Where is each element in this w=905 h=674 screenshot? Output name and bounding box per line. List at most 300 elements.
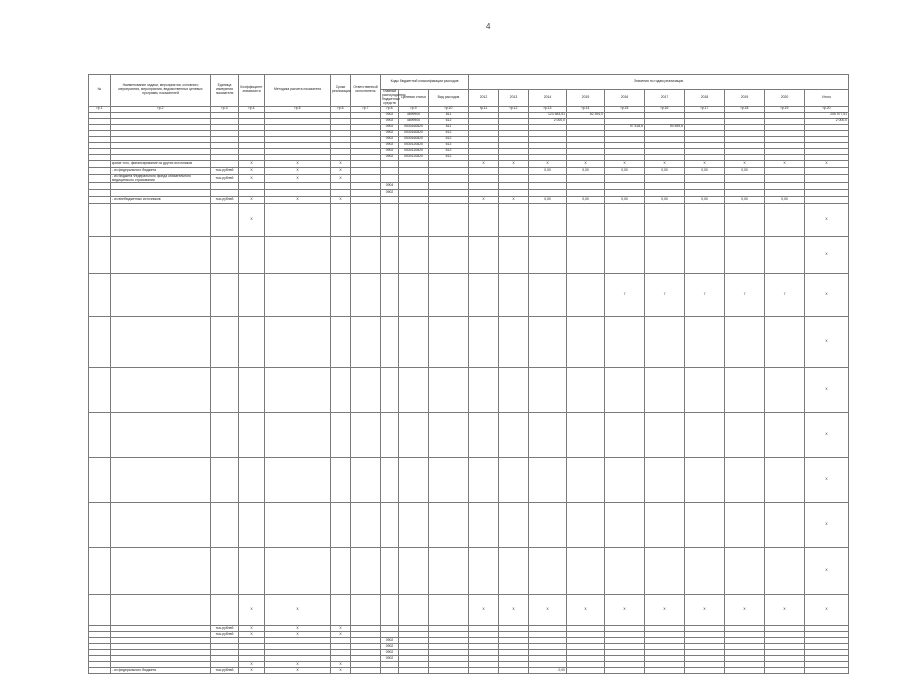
year-value-cell xyxy=(725,548,765,595)
empty-cell xyxy=(331,503,351,548)
coefficient-cell: Х xyxy=(239,626,265,632)
method-cell xyxy=(265,274,331,317)
year-value-cell xyxy=(469,190,499,197)
empty-cell xyxy=(351,274,381,317)
term-cell: Х xyxy=(331,167,351,174)
row-number-cell xyxy=(89,204,111,237)
expense-type-cell xyxy=(429,190,469,197)
year-value-cell: 123 583,51 xyxy=(529,112,567,118)
empty-cell xyxy=(331,274,351,317)
year-value-cell xyxy=(805,167,849,174)
year-value-cell: Х xyxy=(469,160,499,167)
column-number-cell: гр.20 xyxy=(805,106,849,112)
expense-type-cell: 612 xyxy=(429,142,469,148)
column-number-cell: гр.2 xyxy=(111,106,211,112)
grbs-cell: 0902 xyxy=(381,148,399,154)
program-table xyxy=(88,74,849,674)
year-header: 2014 xyxy=(529,90,567,107)
year-value-cell: Х xyxy=(805,368,849,413)
header-cell: Главный распорядитель бюджетных средств xyxy=(382,89,406,105)
empty-cell xyxy=(331,204,351,237)
year-value-cell xyxy=(765,190,805,197)
empty-cell xyxy=(331,368,351,413)
grbs-cell xyxy=(381,174,399,183)
row-number-cell xyxy=(89,167,111,174)
method-cell xyxy=(265,368,331,413)
grbs-cell: 0902 xyxy=(381,130,399,136)
column-number-cell: гр.14 xyxy=(567,106,605,112)
expense-type-cell xyxy=(429,197,469,204)
year-value-cell xyxy=(685,503,725,548)
empty-cell xyxy=(429,204,469,237)
year-value-cell: Х xyxy=(469,197,499,204)
coefficient-cell: Х xyxy=(239,204,265,237)
expense-type-cell xyxy=(429,167,469,174)
term-cell: Х xyxy=(331,174,351,183)
row-number-cell xyxy=(89,317,111,368)
empty-cell xyxy=(399,413,429,458)
indicator-name-cell xyxy=(111,503,211,548)
year-value-cell: 0,00 xyxy=(725,197,765,204)
target-article-cell: 0530160820 xyxy=(399,124,429,130)
header-cell: Вид расходов xyxy=(429,90,469,107)
column-number-cell: гр.11 xyxy=(469,106,499,112)
column-number-cell: гр.10 xyxy=(429,106,469,112)
coefficient-cell xyxy=(239,183,265,190)
years-group-header: Значения по годам реализации xyxy=(469,75,849,90)
year-header: 2016 xyxy=(605,90,645,107)
coefficient-cell xyxy=(239,503,265,548)
row-number-cell xyxy=(89,458,111,503)
unit-cell xyxy=(211,368,239,413)
year-value-cell xyxy=(725,317,765,368)
row-number-cell xyxy=(89,183,111,190)
indicator-name-cell xyxy=(111,548,211,595)
column-number-cell: гр.6 xyxy=(331,106,351,112)
year-value-cell xyxy=(725,368,765,413)
indicator-row xyxy=(89,458,849,503)
grbs-cell: 0902 xyxy=(381,136,399,142)
year-value-cell xyxy=(469,548,499,595)
empty-cell xyxy=(399,548,429,595)
method-cell xyxy=(265,317,331,368)
responsible-cell xyxy=(351,183,381,190)
year-value-cell xyxy=(567,368,605,413)
year-value-cell: Х xyxy=(805,274,849,317)
year-value-cell xyxy=(499,503,529,548)
method-cell: Х xyxy=(265,626,331,632)
empty-cell xyxy=(331,458,351,503)
year-value-cell: 0,00 xyxy=(725,167,765,174)
unit-cell xyxy=(211,274,239,317)
year-value-cell xyxy=(605,237,645,274)
grbs-cell xyxy=(381,668,399,674)
indicator-row xyxy=(89,204,849,237)
column-number-cell: гр.17 xyxy=(685,106,725,112)
empty-cell xyxy=(331,237,351,274)
year-value-cell: 0,00 xyxy=(645,167,685,174)
year-value-cell xyxy=(685,548,725,595)
column-number-cell: гр.5 xyxy=(265,106,331,112)
empty-cell xyxy=(351,668,381,674)
funding-source-row xyxy=(89,174,849,183)
target-article-cell xyxy=(399,183,429,190)
year-value-cell xyxy=(765,368,805,413)
year-value-cell xyxy=(765,668,805,674)
funding-source-row xyxy=(89,190,849,197)
method-cell: Х xyxy=(265,160,331,167)
expense-type-cell: 612 xyxy=(429,154,469,160)
unit-cell xyxy=(211,458,239,503)
empty-cell xyxy=(351,458,381,503)
indicator-name-cell xyxy=(111,368,211,413)
year-value-cell xyxy=(499,668,529,674)
column-number-cell: гр.4 xyxy=(239,106,265,112)
funding-source-row xyxy=(89,160,849,167)
year-value-cell xyxy=(805,183,849,190)
empty-cell xyxy=(429,317,469,368)
year-value-cell xyxy=(469,274,499,317)
year-value-cell xyxy=(529,190,567,197)
target-article-cell xyxy=(399,167,429,174)
year-value-cell xyxy=(645,237,685,274)
year-value-cell xyxy=(469,458,499,503)
empty-cell xyxy=(351,548,381,595)
target-article-cell xyxy=(399,668,429,674)
unit-cell: тыс.рублей xyxy=(211,626,239,632)
grbs-cell: 0902 xyxy=(381,190,399,197)
year-value-cell: Х xyxy=(499,197,529,204)
year-value-cell xyxy=(685,317,725,368)
row-number-cell xyxy=(89,274,111,317)
year-value-cell xyxy=(725,190,765,197)
empty-cell xyxy=(351,204,381,237)
term-cell xyxy=(331,183,351,190)
year-value-cell xyxy=(469,317,499,368)
year-value-cell xyxy=(529,237,567,274)
grbs-cell: 0902 xyxy=(381,650,399,656)
coefficient-cell: Х xyxy=(239,197,265,204)
year-value-cell: 90 559,6 xyxy=(645,124,685,130)
unit-cell xyxy=(211,160,239,167)
year-value-cell xyxy=(567,174,605,183)
year-value-cell xyxy=(685,237,725,274)
header-cell: Методика расчета показателя xyxy=(265,75,331,107)
empty-cell xyxy=(381,548,399,595)
target-article-cell xyxy=(399,595,429,626)
year-value-cell xyxy=(805,668,849,674)
year-header: 2018 xyxy=(685,90,725,107)
column-number-cell: гр.15 xyxy=(605,106,645,112)
column-number-cell: гр.1 xyxy=(89,106,111,112)
year-value-cell xyxy=(605,190,645,197)
year-value-cell xyxy=(529,174,567,183)
responsible-cell xyxy=(351,190,381,197)
coefficient-cell: Х xyxy=(239,662,265,668)
year-value-cell xyxy=(529,458,567,503)
year-value-cell xyxy=(805,174,849,183)
year-header: 2020 xyxy=(765,90,805,107)
page-number: 4 xyxy=(486,22,491,31)
empty-cell xyxy=(351,413,381,458)
method-cell xyxy=(265,183,331,190)
indicator-name-cell xyxy=(111,458,211,503)
year-value-cell xyxy=(685,204,725,237)
method-cell xyxy=(265,190,331,197)
year-value-cell xyxy=(685,190,725,197)
row-number-cell xyxy=(89,413,111,458)
column-number-cell: гр.7 xyxy=(351,106,381,112)
year-value-cell: Х xyxy=(765,160,805,167)
coefficient-cell: Х xyxy=(239,174,265,183)
row-name-cell: - из федерального бюджета xyxy=(111,167,211,174)
column-number-cell: гр.3 xyxy=(211,106,239,112)
row-name-cell xyxy=(111,183,211,190)
year-value-cell xyxy=(605,174,645,183)
unit-cell xyxy=(211,548,239,595)
year-value-cell: 0,00 xyxy=(529,197,567,204)
empty-cell xyxy=(381,368,399,413)
year-value-cell xyxy=(725,183,765,190)
coefficient-cell xyxy=(239,237,265,274)
target-article-cell: 4699900 xyxy=(399,112,429,118)
responsible-cell xyxy=(351,160,381,167)
empty-cell xyxy=(429,237,469,274)
year-value-cell: 0,00 xyxy=(567,167,605,174)
event-funding-row xyxy=(89,668,849,674)
year-value-cell xyxy=(605,548,645,595)
row-name-cell: - из бюджета Федерального фонда обязательного медицинского страхования xyxy=(111,174,211,183)
coefficient-cell xyxy=(239,413,265,458)
event-name-cell xyxy=(111,595,211,626)
coefficient-cell: Х xyxy=(239,632,265,638)
empty-cell xyxy=(399,503,429,548)
year-value-cell: Х xyxy=(529,595,567,626)
unit-cell: тыс.рублей xyxy=(211,174,239,183)
year-value-cell xyxy=(499,548,529,595)
empty-cell xyxy=(399,237,429,274)
expense-type-cell: 611 xyxy=(429,124,469,130)
year-value-cell: Х xyxy=(645,595,685,626)
total-header: Итого xyxy=(805,90,849,107)
year-value-cell: Х xyxy=(605,160,645,167)
empty-cell xyxy=(351,237,381,274)
expense-type-cell: 612 xyxy=(429,118,469,124)
year-value-cell xyxy=(645,204,685,237)
empty-cell xyxy=(399,204,429,237)
year-value-cell xyxy=(529,548,567,595)
year-value-cell xyxy=(499,190,529,197)
year-value-cell: Х xyxy=(567,595,605,626)
method-cell: Х xyxy=(265,595,331,626)
year-value-cell: 7 xyxy=(685,274,725,317)
coefficient-cell xyxy=(239,458,265,503)
column-number-cell: гр.8 xyxy=(381,106,399,112)
target-article-cell: 0530160820 xyxy=(399,130,429,136)
empty-cell xyxy=(381,204,399,237)
empty-cell xyxy=(351,368,381,413)
method-cell: Х xyxy=(265,632,331,638)
term-cell: Х xyxy=(331,197,351,204)
coefficient-cell xyxy=(239,368,265,413)
year-value-cell xyxy=(499,167,529,174)
term-cell xyxy=(331,595,351,626)
empty-cell xyxy=(381,413,399,458)
empty-cell xyxy=(381,458,399,503)
target-article-cell: 0530120820 xyxy=(399,142,429,148)
year-value-cell xyxy=(469,167,499,174)
year-value-cell: 0,00 xyxy=(685,167,725,174)
year-value-cell xyxy=(499,204,529,237)
year-value-cell: Х xyxy=(805,413,849,458)
empty-cell xyxy=(351,503,381,548)
row-number-cell xyxy=(89,237,111,274)
unit-cell xyxy=(211,317,239,368)
year-value-cell xyxy=(725,503,765,548)
row-number-cell xyxy=(89,668,111,674)
year-value-cell xyxy=(567,503,605,548)
coefficient-cell: Х xyxy=(239,167,265,174)
coefficient-cell xyxy=(239,274,265,317)
grbs-cell: 0902 xyxy=(381,638,399,644)
unit-cell xyxy=(211,237,239,274)
year-value-cell xyxy=(605,503,645,548)
indicator-name-cell xyxy=(111,413,211,458)
year-value-cell: 0,00 xyxy=(645,197,685,204)
unit-cell xyxy=(211,413,239,458)
year-value-cell xyxy=(567,274,605,317)
year-value-cell xyxy=(645,668,685,674)
year-value-cell: 7 xyxy=(765,274,805,317)
year-value-cell xyxy=(645,548,685,595)
year-value-cell: Х xyxy=(725,160,765,167)
year-value-cell xyxy=(645,174,685,183)
header-cell: № xyxy=(89,75,111,107)
empty-cell xyxy=(429,458,469,503)
year-value-cell: 97 518,6 xyxy=(605,124,645,130)
year-value-cell xyxy=(765,237,805,274)
year-value-cell xyxy=(567,548,605,595)
empty-cell xyxy=(381,317,399,368)
year-value-cell xyxy=(685,413,725,458)
year-value-cell xyxy=(469,174,499,183)
grbs-cell: 0902 xyxy=(381,118,399,124)
grbs-cell: 0902 xyxy=(381,112,399,118)
year-value-cell xyxy=(765,413,805,458)
responsible-cell xyxy=(351,174,381,183)
year-value-cell: 7 xyxy=(725,274,765,317)
row-name-cell: - из федерального бюджета xyxy=(111,668,211,674)
indicator-name-cell xyxy=(111,237,211,274)
year-value-cell xyxy=(605,668,645,674)
row-number-cell xyxy=(89,160,111,167)
year-value-cell: Х xyxy=(529,160,567,167)
funding-source-row xyxy=(89,167,849,174)
year-value-cell: 7 xyxy=(645,274,685,317)
unit-cell xyxy=(211,190,239,197)
year-value-cell xyxy=(567,668,605,674)
year-value-cell xyxy=(605,204,645,237)
year-value-cell xyxy=(765,503,805,548)
year-value-cell: Х xyxy=(499,160,529,167)
year-value-cell: Х xyxy=(469,595,499,626)
expense-type-cell xyxy=(429,160,469,167)
empty-cell xyxy=(331,413,351,458)
indicator-name-cell xyxy=(111,204,211,237)
funding-source-row xyxy=(89,197,849,204)
year-value-cell: 2 000,0 xyxy=(529,118,567,124)
year-value-cell: Х xyxy=(805,160,849,167)
header-cell: Наименование задачи, мероприятия, основного мероприятия, мероприятия, ведомственных целевых программ, показателей xyxy=(111,75,211,107)
funding-source-row xyxy=(89,183,849,190)
year-value-cell xyxy=(685,174,725,183)
year-value-cell: 2 000,0 xyxy=(805,118,849,124)
expense-type-cell: 612 xyxy=(429,136,469,142)
header-cell: Коэффициент значимости xyxy=(239,75,265,107)
year-value-cell: Х xyxy=(805,503,849,548)
method-cell xyxy=(265,237,331,274)
coefficient-cell xyxy=(239,317,265,368)
year-value-cell: Х xyxy=(805,237,849,274)
year-header: 2017 xyxy=(645,90,685,107)
method-cell: Х xyxy=(265,174,331,183)
year-value-cell xyxy=(685,458,725,503)
grbs-cell: 0904 xyxy=(381,183,399,190)
grbs-cell: 0902 xyxy=(381,644,399,650)
year-value-cell xyxy=(567,183,605,190)
year-value-cell xyxy=(469,413,499,458)
grbs-cell xyxy=(381,595,399,626)
year-value-cell xyxy=(499,183,529,190)
year-value-cell xyxy=(529,413,567,458)
year-value-cell: Х xyxy=(685,595,725,626)
year-value-cell xyxy=(469,368,499,413)
column-number-cell: гр.19 xyxy=(765,106,805,112)
responsible-cell xyxy=(351,197,381,204)
method-cell xyxy=(265,413,331,458)
row-number-cell xyxy=(89,503,111,548)
unit-cell: тыс.рублей xyxy=(211,632,239,638)
year-value-cell xyxy=(567,204,605,237)
year-value-cell xyxy=(645,413,685,458)
target-article-cell: 0530120820 xyxy=(399,148,429,154)
unit-cell: тыс.рублей xyxy=(211,668,239,674)
method-cell xyxy=(265,204,331,237)
year-value-cell xyxy=(499,174,529,183)
method-cell: Х xyxy=(265,167,331,174)
empty-cell xyxy=(351,317,381,368)
year-value-cell xyxy=(725,458,765,503)
year-value-cell xyxy=(499,237,529,274)
indicator-row xyxy=(89,413,849,458)
responsible-cell xyxy=(351,167,381,174)
expense-type-cell xyxy=(429,174,469,183)
year-value-cell: 7 xyxy=(605,274,645,317)
coefficient-cell: Х xyxy=(239,668,265,674)
year-value-cell xyxy=(529,274,567,317)
grbs-cell xyxy=(381,167,399,174)
method-cell xyxy=(265,548,331,595)
coefficient-cell xyxy=(239,190,265,197)
year-value-cell xyxy=(725,668,765,674)
empty-cell xyxy=(429,503,469,548)
year-value-cell xyxy=(499,274,529,317)
year-value-cell xyxy=(645,458,685,503)
empty-cell xyxy=(429,274,469,317)
expense-type-cell xyxy=(429,183,469,190)
year-value-cell xyxy=(499,458,529,503)
grbs-cell xyxy=(381,197,399,204)
